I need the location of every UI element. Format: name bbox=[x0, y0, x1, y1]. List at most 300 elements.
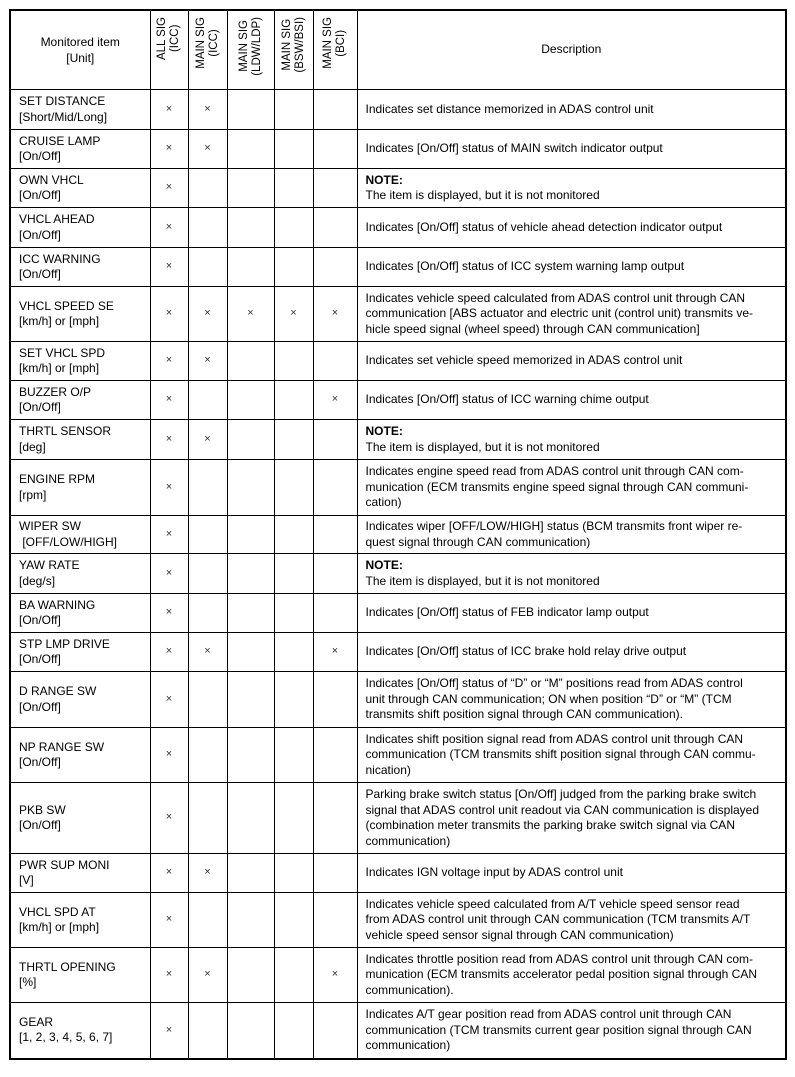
item-unit: [On/Off] bbox=[19, 227, 61, 242]
mark-cell bbox=[188, 460, 227, 516]
check-mark: × bbox=[247, 307, 254, 320]
mark-cell bbox=[150, 948, 188, 1003]
monitored-item-cell bbox=[10, 208, 150, 248]
description-cell bbox=[357, 381, 786, 420]
table-row bbox=[10, 169, 786, 208]
mark-cell bbox=[313, 460, 357, 516]
item-unit: [deg/s] bbox=[19, 573, 56, 588]
mark-cell bbox=[188, 854, 227, 893]
description-cell bbox=[357, 783, 786, 854]
mark-cell bbox=[313, 783, 357, 854]
item-unit: [V] bbox=[19, 873, 34, 887]
item-unit: [km/h] or [mph] bbox=[19, 361, 100, 375]
column-header-all-sig-icc bbox=[150, 10, 188, 90]
column-header-main-sig-icc bbox=[188, 10, 227, 90]
item-unit: [1, 2, 3, 4, 5, 6, 7] bbox=[19, 1030, 113, 1045]
description-line: hicle speed signal (wheel speed) through CAN communication] bbox=[365, 321, 700, 336]
description-line: Indicates [On/Off] status of “D” or “M” positions read from ADAS control bbox=[365, 676, 743, 691]
mark-cell bbox=[150, 893, 188, 948]
description-cell bbox=[357, 208, 786, 248]
mark-cell bbox=[274, 554, 313, 594]
monitored-item-header bbox=[10, 10, 150, 90]
item-unit: [%] bbox=[19, 975, 37, 989]
description-line: Indicates vehicle speed calculated from A/T vehicle speed sensor read bbox=[365, 896, 740, 911]
mark-cell bbox=[227, 169, 274, 208]
description-cell bbox=[357, 633, 786, 672]
description-cell bbox=[357, 594, 786, 633]
description-line: Indicates shift position signal read from ADAS control unit through CAN bbox=[365, 731, 744, 746]
mark-cell bbox=[313, 893, 357, 948]
monitored-item-cell bbox=[10, 854, 150, 893]
check-mark: × bbox=[204, 354, 211, 367]
mark-cell bbox=[274, 90, 313, 130]
table-row bbox=[10, 208, 786, 248]
description-cell bbox=[357, 893, 786, 948]
table-row bbox=[10, 381, 786, 420]
monitored-item-cell bbox=[10, 130, 150, 169]
check-mark: × bbox=[204, 142, 211, 155]
mark-cell bbox=[188, 420, 227, 460]
item-name: SET DISTANCE bbox=[19, 94, 106, 108]
description-line: Indicates [On/Off] status of vehicle ahead detection indicator output bbox=[365, 219, 723, 234]
monitored-item-cell bbox=[10, 633, 150, 672]
column-header-line1: MAIN SIG bbox=[280, 18, 293, 71]
mark-cell bbox=[313, 594, 357, 633]
description-line: Indicates [On/Off] status of ICC warning chime output bbox=[365, 392, 649, 407]
mark-cell bbox=[313, 287, 357, 342]
mark-cell bbox=[274, 169, 313, 208]
item-name: NP RANGE SW bbox=[19, 739, 105, 754]
description-line: (combination meter transmits the parking brake switch signal via CAN bbox=[365, 818, 735, 832]
description-line: transmits shift position signal through CAN communication). bbox=[365, 707, 683, 722]
item-name: D RANGE SW bbox=[19, 684, 97, 698]
table-row bbox=[10, 783, 786, 854]
item-name: VHCL SPD AT bbox=[19, 904, 96, 919]
description-line: Indicates [On/Off] status of ICC brake hold relay drive output bbox=[365, 644, 687, 659]
check-mark: × bbox=[331, 307, 339, 320]
mark-cell bbox=[150, 381, 188, 420]
mark-cell bbox=[313, 90, 357, 130]
description-line: Parking brake switch status [On/Off] judged from the parking brake switch bbox=[365, 787, 757, 801]
monitored-item-cell bbox=[10, 1003, 150, 1059]
description-line: The item is displayed, but it is not monitored bbox=[365, 573, 600, 588]
mark-cell bbox=[227, 1003, 274, 1059]
item-name: STP LMP DRIVE bbox=[19, 636, 110, 651]
mark-cell bbox=[274, 460, 313, 516]
item-name: BUZZER O/P bbox=[19, 384, 92, 399]
description-cell bbox=[357, 90, 786, 130]
mark-cell bbox=[313, 342, 357, 381]
mark-cell bbox=[274, 594, 313, 633]
monitored-item-cell bbox=[10, 169, 150, 208]
mark-cell bbox=[227, 342, 274, 381]
item-name: CRUISE LAMP bbox=[19, 133, 101, 148]
table-row bbox=[10, 672, 786, 728]
mark-cell bbox=[150, 130, 188, 169]
item-unit: [On/Off] bbox=[19, 188, 61, 202]
monitored-item-cell bbox=[10, 554, 150, 594]
monitored-item-header-line1: Monitored item bbox=[40, 35, 120, 49]
check-mark: × bbox=[165, 393, 173, 406]
mark-cell bbox=[150, 248, 188, 287]
mark-cell bbox=[227, 420, 274, 460]
description-line: Indicates [On/Off] status of ICC system warning lamp output bbox=[365, 259, 685, 274]
mark-cell bbox=[313, 854, 357, 893]
note-label: NOTE: bbox=[365, 172, 403, 187]
table-row bbox=[10, 893, 786, 948]
mark-cell bbox=[274, 420, 313, 460]
description-line: Indicates [On/Off] status of FEB indicator lamp output bbox=[365, 605, 649, 620]
mark-cell bbox=[150, 728, 188, 783]
note-label: NOTE: bbox=[365, 558, 403, 572]
item-unit: [km/h] or [mph] bbox=[19, 314, 100, 328]
check-mark: × bbox=[204, 866, 211, 879]
check-mark: × bbox=[165, 527, 173, 540]
description-cell bbox=[357, 516, 786, 554]
mark-cell bbox=[188, 783, 227, 854]
description-line: Indicates set distance memorized in ADAS control unit bbox=[365, 101, 654, 116]
mark-cell bbox=[313, 728, 357, 783]
description-line: from ADAS control unit through CAN communication (TCM transmits A/T bbox=[365, 912, 751, 927]
mark-cell bbox=[188, 287, 227, 342]
check-mark: × bbox=[204, 432, 211, 445]
description-cell bbox=[357, 169, 786, 208]
description-cell bbox=[357, 854, 786, 893]
item-unit: [rpm] bbox=[19, 487, 47, 502]
mark-cell bbox=[274, 248, 313, 287]
table-row bbox=[10, 460, 786, 516]
description-cell bbox=[357, 460, 786, 516]
mark-cell bbox=[313, 948, 357, 1003]
description-line: Indicates wiper [OFF/LOW/HIGH] status (BCM transmits front wiper re- bbox=[365, 519, 743, 533]
table-row bbox=[10, 342, 786, 381]
mark-cell bbox=[150, 420, 188, 460]
description-line: The item is displayed, but it is not monitored bbox=[365, 439, 600, 454]
mark-cell bbox=[313, 169, 357, 208]
description-line: The item is displayed, but it is not monitored bbox=[365, 188, 600, 202]
check-mark: × bbox=[204, 102, 211, 115]
description-line: Indicates engine speed read from ADAS control unit through CAN com- bbox=[365, 464, 744, 479]
description-cell bbox=[357, 728, 786, 783]
mark-cell bbox=[150, 342, 188, 381]
check-mark: × bbox=[165, 354, 173, 367]
mark-cell bbox=[313, 672, 357, 728]
monitor-item-table bbox=[9, 9, 787, 1060]
description-cell bbox=[357, 130, 786, 169]
table-row bbox=[10, 248, 786, 287]
note-label: NOTE: bbox=[365, 424, 403, 438]
check-mark: × bbox=[165, 645, 173, 658]
mark-cell bbox=[274, 854, 313, 893]
check-mark: × bbox=[165, 102, 173, 115]
mark-cell bbox=[227, 594, 274, 633]
check-mark: × bbox=[165, 968, 173, 981]
column-header-line2: (LDW/LDP) bbox=[250, 17, 263, 76]
column-header-main-sig-bci bbox=[313, 10, 357, 90]
column-header-line1: MAIN SIG bbox=[194, 17, 207, 69]
description-line: Indicates [On/Off] status of MAIN switch indicator output bbox=[365, 141, 663, 156]
column-header-line1: ALL SIG bbox=[156, 17, 168, 61]
mark-cell bbox=[188, 728, 227, 783]
mark-cell bbox=[274, 287, 313, 342]
item-unit: [On/Off] bbox=[19, 652, 61, 666]
description-line: Indicates set vehicle speed memorized in ADAS control unit bbox=[365, 353, 683, 368]
monitored-item-cell bbox=[10, 672, 150, 728]
mark-cell bbox=[188, 130, 227, 169]
description-cell bbox=[357, 420, 786, 460]
mark-cell bbox=[274, 208, 313, 248]
monitored-item-cell bbox=[10, 287, 150, 342]
monitored-item-cell bbox=[10, 90, 150, 130]
check-mark: × bbox=[204, 968, 211, 981]
description-line: Indicates A/T gear position read from ADAS control unit through CAN bbox=[365, 1007, 732, 1021]
table-row bbox=[10, 516, 786, 554]
description-line: quest signal through CAN communication) bbox=[365, 534, 591, 549]
mark-cell bbox=[150, 460, 188, 516]
mark-cell bbox=[313, 248, 357, 287]
check-mark: × bbox=[165, 307, 173, 320]
monitored-item-cell bbox=[10, 948, 150, 1003]
check-mark: × bbox=[331, 968, 339, 981]
monitored-item-cell bbox=[10, 594, 150, 633]
check-mark: × bbox=[204, 645, 211, 658]
mark-cell bbox=[274, 672, 313, 728]
mark-cell bbox=[150, 90, 188, 130]
description-cell bbox=[357, 948, 786, 1003]
item-unit: [On/Off] bbox=[19, 818, 61, 832]
check-mark: × bbox=[165, 142, 173, 155]
check-mark: × bbox=[290, 307, 297, 320]
description-cell bbox=[357, 1003, 786, 1059]
table-row bbox=[10, 287, 786, 342]
mark-cell bbox=[188, 90, 227, 130]
table-row bbox=[10, 633, 786, 672]
table-row bbox=[10, 854, 786, 893]
column-header-main-sig-bsw-bsi bbox=[274, 10, 313, 90]
mark-cell bbox=[150, 208, 188, 248]
mark-cell bbox=[274, 783, 313, 854]
mark-cell bbox=[227, 893, 274, 948]
mark-cell bbox=[313, 1003, 357, 1059]
mark-cell bbox=[313, 208, 357, 248]
description-line: communication (TCM transmits shift position signal through CAN commu- bbox=[365, 747, 756, 762]
column-header-line2: (BCI) bbox=[335, 29, 347, 57]
mark-cell bbox=[150, 783, 188, 854]
mark-cell bbox=[150, 516, 188, 554]
item-name: SET VHCL SPD bbox=[19, 345, 106, 360]
column-header-line2: (ICC) bbox=[207, 29, 220, 57]
item-unit: [On/Off] bbox=[19, 149, 61, 163]
mark-cell bbox=[274, 130, 313, 169]
mark-cell bbox=[227, 248, 274, 287]
mark-cell bbox=[313, 130, 357, 169]
mark-cell bbox=[274, 516, 313, 554]
mark-cell bbox=[227, 208, 274, 248]
mark-cell bbox=[274, 948, 313, 1003]
description-line: vehicle speed sensor signal through CAN communication) bbox=[365, 927, 674, 942]
description-line: signal that ADAS control unit readout via CAN communication is displayed bbox=[365, 802, 760, 817]
check-mark: × bbox=[165, 866, 173, 879]
mark-cell bbox=[150, 169, 188, 208]
description-line: Indicates vehicle speed calculated from ADAS control unit through CAN bbox=[365, 290, 746, 305]
mark-cell bbox=[150, 1003, 188, 1059]
table-row bbox=[10, 554, 786, 594]
mark-cell bbox=[188, 633, 227, 672]
monitored-item-cell bbox=[10, 460, 150, 516]
description-line: cation) bbox=[365, 495, 402, 510]
monitored-item-cell bbox=[10, 381, 150, 420]
description-cell bbox=[357, 248, 786, 287]
mark-cell bbox=[313, 554, 357, 594]
header-row bbox=[10, 10, 786, 90]
column-header-main-sig-ldw-ldp bbox=[227, 10, 274, 90]
column-header-line2: (ICC) bbox=[169, 24, 181, 53]
description-line: communication) bbox=[365, 833, 451, 848]
mark-cell bbox=[313, 420, 357, 460]
description-cell bbox=[357, 672, 786, 728]
mark-cell bbox=[150, 554, 188, 594]
check-mark: × bbox=[165, 480, 173, 493]
description-line: nication) bbox=[365, 762, 411, 777]
mark-cell bbox=[188, 342, 227, 381]
mark-cell bbox=[313, 633, 357, 672]
mark-cell bbox=[188, 554, 227, 594]
check-mark: × bbox=[165, 1023, 173, 1036]
mark-cell bbox=[188, 1003, 227, 1059]
description-cell bbox=[357, 287, 786, 342]
column-header-line2: (BSW/BSI) bbox=[293, 17, 306, 73]
check-mark: × bbox=[204, 307, 211, 320]
mark-cell bbox=[188, 208, 227, 248]
monitored-item-cell bbox=[10, 516, 150, 554]
description-header: Description bbox=[357, 10, 786, 90]
mark-cell bbox=[227, 783, 274, 854]
table-row bbox=[10, 1003, 786, 1059]
mark-cell bbox=[227, 672, 274, 728]
check-mark: × bbox=[165, 811, 173, 824]
item-name: VHCL AHEAD bbox=[19, 212, 95, 226]
item-unit: [Short/Mid/Long] bbox=[19, 109, 108, 124]
mark-cell bbox=[274, 633, 313, 672]
item-name: YAW RATE bbox=[19, 558, 80, 572]
item-name: ENGINE RPM bbox=[19, 472, 96, 486]
item-unit: [On/Off] bbox=[19, 613, 61, 627]
mark-cell bbox=[188, 948, 227, 1003]
description-cell bbox=[357, 554, 786, 594]
monitored-item-cell bbox=[10, 248, 150, 287]
description-line: communication) bbox=[365, 1038, 451, 1052]
mark-cell bbox=[227, 554, 274, 594]
item-unit: [On/Off] bbox=[19, 755, 61, 769]
item-name: THRTL SENSOR bbox=[19, 424, 112, 438]
item-unit: [OFF/LOW/HIGH] bbox=[19, 534, 117, 549]
mark-cell bbox=[274, 728, 313, 783]
mark-cell bbox=[150, 594, 188, 633]
check-mark: × bbox=[165, 692, 173, 705]
description-line: Indicates throttle position read from ADAS control unit through CAN com- bbox=[365, 951, 754, 966]
mark-cell bbox=[227, 633, 274, 672]
monitored-item-cell bbox=[10, 420, 150, 460]
table-row bbox=[10, 948, 786, 1003]
item-name: GEAR bbox=[19, 1014, 54, 1029]
mark-cell bbox=[150, 854, 188, 893]
mark-cell bbox=[313, 381, 357, 420]
table-row bbox=[10, 728, 786, 783]
check-mark: × bbox=[331, 645, 339, 658]
monitored-item-header-line2: [Unit] bbox=[66, 51, 95, 65]
mark-cell bbox=[227, 728, 274, 783]
check-mark: × bbox=[165, 913, 173, 926]
description-line: communication). bbox=[365, 982, 454, 997]
mark-cell bbox=[227, 130, 274, 169]
item-name: PWR SUP MONI bbox=[19, 857, 110, 872]
item-name: THRTL OPENING bbox=[19, 959, 116, 974]
table-row bbox=[10, 130, 786, 169]
description-line: communication [ABS actuator and electric unit (control unit) transmits ve- bbox=[365, 306, 753, 321]
item-unit: [On/Off] bbox=[19, 267, 61, 281]
monitored-item-cell bbox=[10, 728, 150, 783]
mark-cell bbox=[188, 516, 227, 554]
mark-cell bbox=[227, 90, 274, 130]
column-header-line1: MAIN SIG bbox=[237, 20, 250, 73]
table-row bbox=[10, 420, 786, 460]
mark-cell bbox=[274, 342, 313, 381]
description-line: munication (ECM transmits engine speed signal through CAN communi- bbox=[365, 479, 749, 494]
item-unit: [deg] bbox=[19, 439, 46, 454]
check-mark: × bbox=[165, 181, 173, 194]
check-mark: × bbox=[165, 606, 173, 619]
mark-cell bbox=[274, 893, 313, 948]
mark-cell bbox=[188, 672, 227, 728]
mark-cell bbox=[227, 381, 274, 420]
mark-cell bbox=[227, 287, 274, 342]
check-mark: × bbox=[165, 748, 173, 761]
item-unit: [km/h] or [mph] bbox=[19, 920, 100, 934]
mark-cell bbox=[227, 854, 274, 893]
check-mark: × bbox=[165, 220, 173, 233]
mark-cell bbox=[313, 516, 357, 554]
check-mark: × bbox=[331, 393, 339, 406]
description-line: unit through CAN communication; ON when position “D” or “M” (TCM bbox=[365, 691, 732, 706]
mark-cell bbox=[188, 594, 227, 633]
monitored-item-cell bbox=[10, 342, 150, 381]
monitored-item-cell bbox=[10, 783, 150, 854]
description-line: communication (TCM transmits current gear position signal through CAN bbox=[365, 1022, 752, 1037]
mark-cell bbox=[188, 248, 227, 287]
description-line: Indicates IGN voltage input by ADAS control unit bbox=[365, 865, 623, 880]
mark-cell bbox=[150, 287, 188, 342]
table-body bbox=[10, 90, 786, 1059]
item-name: OWN VHCL bbox=[19, 172, 84, 187]
item-unit: [On/Off] bbox=[19, 400, 61, 414]
item-name: VHCL SPEED SE bbox=[19, 298, 114, 313]
table-row bbox=[10, 594, 786, 633]
mark-cell bbox=[227, 516, 274, 554]
check-mark: × bbox=[165, 432, 173, 445]
item-name: WIPER SW bbox=[19, 519, 81, 533]
mark-cell bbox=[188, 169, 227, 208]
mark-cell bbox=[188, 893, 227, 948]
description-line: munication (ECM transmits accelerator pedal position signal through CAN bbox=[365, 967, 758, 982]
description-cell bbox=[357, 342, 786, 381]
monitored-item-cell bbox=[10, 893, 150, 948]
mark-cell bbox=[227, 948, 274, 1003]
check-mark: × bbox=[165, 260, 173, 273]
mark-cell bbox=[150, 633, 188, 672]
check-mark: × bbox=[165, 566, 173, 579]
item-name: PKB SW bbox=[19, 802, 66, 817]
mark-cell bbox=[274, 381, 313, 420]
